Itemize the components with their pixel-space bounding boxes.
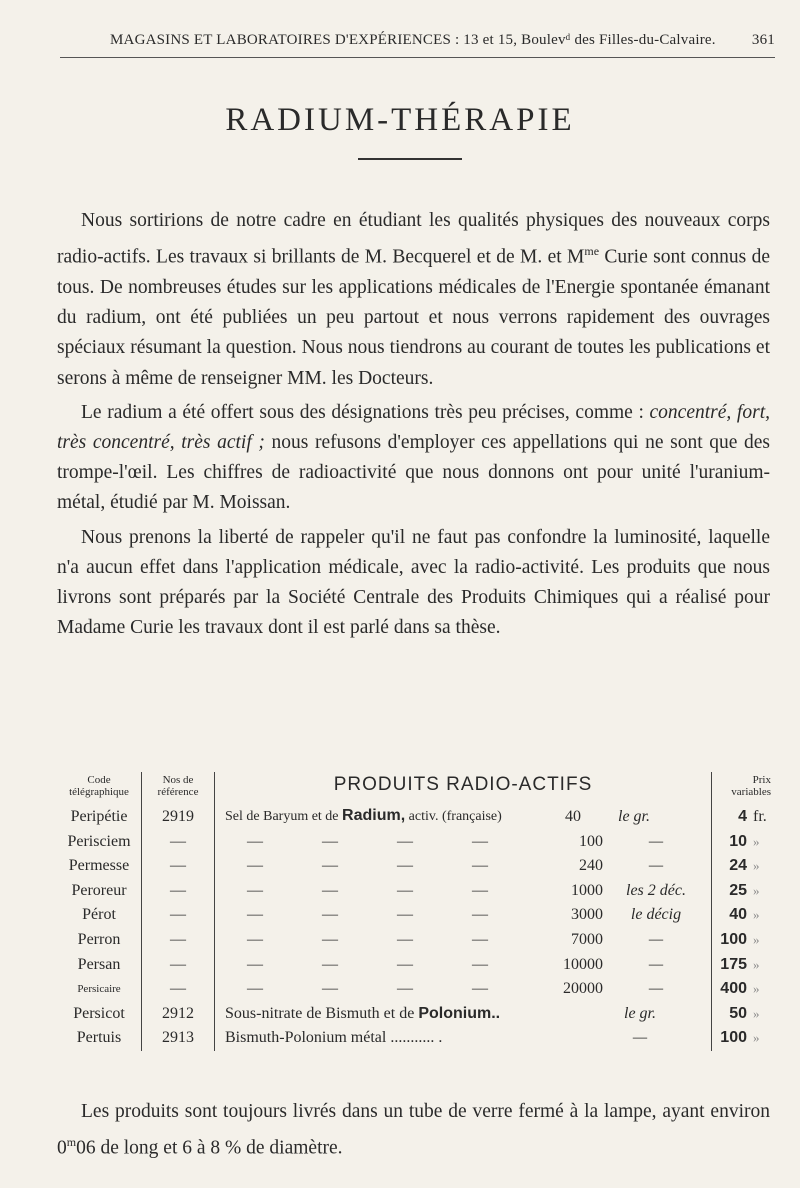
product-name-bold: Radium, (342, 807, 406, 824)
ditto-dashes (217, 830, 547, 855)
header-products: PRODUITS RADIO-ACTIFS (215, 772, 712, 804)
table-row (57, 977, 777, 1002)
cell-code: Peripétie (57, 804, 142, 830)
dash: — (247, 955, 263, 973)
cell-code: Persicot (57, 1002, 142, 1027)
cell-product (215, 1026, 712, 1051)
header-ref (142, 772, 215, 804)
product-name-pre: Sous-nitrate de Bismuth et de (225, 1004, 419, 1022)
footer-part-b: 06 de long et 6 à 8 % de diamètre. (76, 1137, 343, 1159)
paragraph-1 (57, 206, 770, 394)
cell-quantity: 3000 (571, 906, 603, 924)
product-name-post: activ. (française) (405, 809, 502, 824)
price-value: 4 (738, 807, 747, 825)
price-unit: » (753, 1005, 760, 1021)
cell-unit: les 2 déc. (626, 881, 686, 899)
cell-quantity: 40 (565, 807, 581, 825)
cell-unit: — (648, 955, 664, 973)
cell-ref: — (142, 879, 215, 904)
dash: — (472, 906, 488, 924)
cell-product (215, 953, 712, 978)
cell-ref: 2919 (142, 804, 215, 830)
paragraph-2-part-a: Le radium a été offert sous des désignations très peu précises, comme : (81, 401, 650, 423)
running-header (60, 32, 775, 58)
cell-unit: — (648, 832, 664, 850)
cell-price (712, 830, 778, 855)
footer-note (57, 1097, 770, 1164)
cell-ref: — (142, 830, 215, 855)
cell-ref: — (142, 977, 215, 1002)
dash: — (247, 980, 263, 998)
table-row (57, 854, 777, 879)
dash: — (472, 930, 488, 948)
cell-product (215, 804, 712, 830)
table-row (57, 1026, 777, 1051)
price-value: 400 (720, 980, 747, 998)
price-unit: » (753, 956, 760, 972)
paragraph-2 (57, 398, 770, 519)
product-name-pre: Sel de Baryum et de (225, 809, 343, 824)
cell-price (712, 804, 778, 830)
dash: — (397, 906, 413, 924)
cell-product (215, 879, 712, 904)
dash: — (247, 832, 263, 850)
cell-price (712, 879, 778, 904)
cell-ref: 2912 (142, 1002, 215, 1027)
header-code-line1: Code (87, 774, 111, 786)
page-title: RADIUM-THÉRAPIE (225, 102, 575, 138)
cell-ref: — (142, 928, 215, 953)
dash: — (322, 906, 338, 924)
cell-product (215, 854, 712, 879)
footer-paragraph (57, 1097, 770, 1164)
header-ref-line1: Nos de (162, 774, 194, 786)
cell-quantity: 240 (579, 857, 603, 875)
price-value: 100 (720, 1029, 747, 1047)
price-unit: » (753, 882, 760, 898)
cell-product (215, 977, 712, 1002)
dash: — (397, 980, 413, 998)
product-name (217, 804, 525, 830)
price-unit: fr. (753, 807, 767, 825)
dash: — (397, 930, 413, 948)
cell-unit: — (648, 930, 664, 948)
paragraph-2-italic: concentré, fort, très concentré, très actif ; (57, 401, 770, 453)
dash: — (472, 881, 488, 899)
paragraph-2-part-b: nous refusons d'employer ces appellations qui ne sont que des trompe-l'œil. Les chiffres de radioactivité que nous donnons ont pour unité l'uranium-métal, étudié par M. Moissan. (57, 431, 770, 514)
dash: — (472, 832, 488, 850)
dash: — (247, 906, 263, 924)
dash: — (472, 857, 488, 875)
paragraph-1-part-a: Nous sortirions de notre cadre en étudiant les qualités physiques des nouveaux corps radio-actifs. Les travaux si brillants de M. Becquerel et de M. et M (57, 210, 770, 268)
ditto-dashes (217, 953, 547, 978)
cell-quantity: 1000 (571, 881, 603, 899)
cell-price (712, 928, 778, 953)
cell-code: Perron (57, 928, 142, 953)
price-value: 25 (729, 881, 747, 899)
header-code (57, 772, 142, 804)
price-unit: » (753, 907, 760, 923)
header-ref-line2: référence (157, 786, 199, 798)
table-row (57, 953, 777, 978)
price-value: 50 (729, 1004, 747, 1022)
cell-ref: — (142, 854, 215, 879)
price-value: 10 (729, 832, 747, 850)
cell-price (712, 1002, 778, 1027)
paragraph-1-part-b: Curie sont connus de tous. De nombreuses études sur les applications médicales de l'Energie spontanée émanant du radium, ont été publiées un peu partout et nous verrons rapidement des ouvrages spéciaux résumant la question. Nous nous tiendrons au courant de toutes les publications et serons à même de renseigner MM. les Docteurs. (57, 246, 770, 389)
title-rule (358, 158, 462, 160)
cell-code: Persicaire (57, 977, 142, 1002)
dash: — (472, 955, 488, 973)
cell-ref: 2913 (142, 1026, 215, 1051)
dash: — (397, 955, 413, 973)
table-row (57, 1002, 777, 1027)
header-price (712, 772, 778, 804)
ditto-dashes (217, 854, 547, 879)
cell-price (712, 903, 778, 928)
table-header-row (57, 772, 777, 804)
body-text (57, 206, 770, 643)
cell-code: Perisciem (57, 830, 142, 855)
dash: — (322, 857, 338, 875)
cell-ref: — (142, 903, 215, 928)
cell-product (215, 928, 712, 953)
cell-price (712, 1026, 778, 1051)
price-unit: » (753, 858, 760, 874)
cell-product (215, 1002, 712, 1027)
cell-code: Pertuis (57, 1026, 142, 1051)
dash: — (322, 832, 338, 850)
table-row (57, 928, 777, 953)
cell-code: Permesse (57, 854, 142, 879)
cell-price (712, 977, 778, 1002)
ditto-dashes (217, 879, 547, 904)
dash: — (472, 980, 488, 998)
cell-code: Peroreur (57, 879, 142, 904)
header-price-line1: Prix (752, 774, 771, 786)
cell-product (215, 903, 712, 928)
product-name (217, 1002, 587, 1027)
cell-unit: — (648, 857, 664, 875)
cell-unit: le décig (630, 906, 682, 924)
price-value: 100 (720, 930, 747, 948)
table-row (57, 830, 777, 855)
price-value: 175 (720, 955, 747, 973)
price-value: 40 (729, 906, 747, 924)
cell-product (215, 830, 712, 855)
price-unit: » (753, 1030, 760, 1046)
dash: — (247, 857, 263, 875)
ditto-dashes (217, 977, 547, 1002)
cell-unit: — (648, 980, 664, 998)
running-title: MAGASINS ET LABORATOIRES D'EXPÉRIENCES : 13 et 15, Boulevᵈ des Filles-du-Calvaire. (110, 32, 716, 48)
dash: — (397, 857, 413, 875)
table-row (57, 804, 777, 830)
header-price-line2: variables (731, 786, 771, 798)
price-unit: » (753, 931, 760, 947)
dash: — (322, 980, 338, 998)
table-row (57, 903, 777, 928)
header-code-line2: télégraphique (69, 786, 129, 798)
cell-quantity: 10000 (563, 955, 603, 973)
dash: — (247, 881, 263, 899)
cell-ref: — (142, 953, 215, 978)
dash: — (322, 955, 338, 973)
product-name: Bismuth-Polonium métal ........... . (225, 1029, 443, 1047)
cell-quantity: 7000 (571, 930, 603, 948)
paragraph-1-superscript: me (584, 244, 600, 259)
cell-unit: — (632, 1029, 648, 1047)
ditto-dashes (217, 903, 547, 928)
price-unit: » (753, 833, 760, 849)
page-number: 361 (751, 32, 775, 48)
cell-quantity: 100 (579, 832, 603, 850)
dash: — (397, 881, 413, 899)
footer-part-a: Les produits sont toujours livrés dans un tube de verre fermé à la lampe, ayant environ 0 (57, 1101, 770, 1159)
dash: — (247, 930, 263, 948)
price-unit: » (753, 981, 760, 997)
cell-unit: le gr. (618, 807, 650, 825)
product-name-bold: Polonium.. (418, 1004, 501, 1022)
table-row (57, 879, 777, 904)
products-table (57, 772, 777, 1051)
price-value: 24 (729, 857, 747, 875)
cell-code: Persan (57, 953, 142, 978)
cell-quantity: 20000 (563, 980, 603, 998)
cell-unit: le gr. (624, 1004, 656, 1022)
ditto-dashes (217, 928, 547, 953)
dash: — (397, 832, 413, 850)
cell-price (712, 953, 778, 978)
dash: — (322, 881, 338, 899)
footer-superscript: m (66, 1135, 77, 1149)
paragraph-3: Nous prenons la liberté de rappeler qu'il ne faut pas confondre la luminosité, laquelle n'a aucun effet dans l'application médicale, avec la radio-activité. Les produits que nous livrons sont préparés par la Société Centrale des Produits Chimiques qui a réalisé pour Madame Curie les travaux dont il est parlé dans sa thèse. (57, 526, 770, 639)
cell-price (712, 854, 778, 879)
dash: — (322, 930, 338, 948)
cell-code: Pérot (57, 903, 142, 928)
